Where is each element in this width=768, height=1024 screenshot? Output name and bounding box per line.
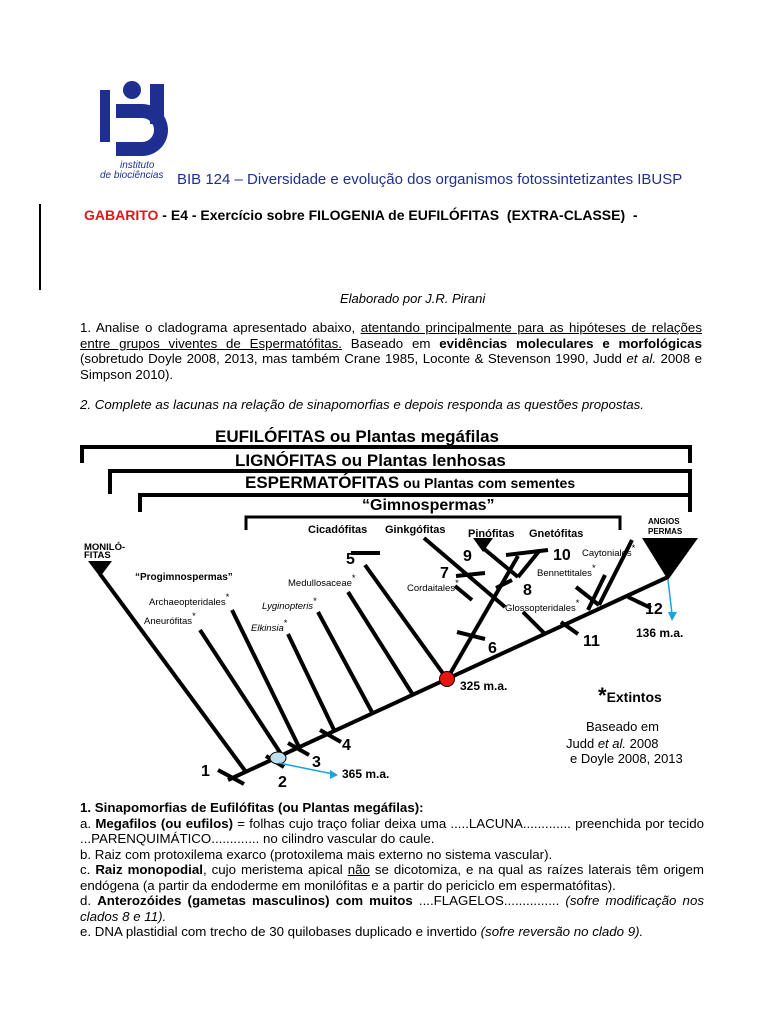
extintos-label: [598, 683, 662, 708]
branch-medullosaceae: [348, 592, 413, 695]
intro-paragraph-2: 2. Complete as lacunas na relação de sinapomorfias e depois responda as questões propostas.: [80, 397, 644, 412]
pinofitas-triangle: [473, 538, 493, 552]
questions: [80, 800, 704, 940]
clade-number-8: 8: [523, 582, 532, 599]
clade-number-2: 2: [278, 774, 287, 791]
branch-aneurofitas: [200, 630, 283, 757]
question-d-bold: Anterozóides (gametas masculinos) com muitos: [97, 893, 413, 908]
intro-paragraph-1: [80, 320, 702, 382]
gimnospermas-label: “Gimnospermas”: [362, 497, 495, 514]
title-rest: - E4 - Exercício sobre FILOGENIA de EUFILÓFITAS (EXTRA-CLASSE) -: [158, 207, 638, 223]
intro-text-d: 2008 e Simpson 2010).: [80, 351, 702, 382]
star-mark: *: [313, 596, 317, 607]
lignofitas-label: LIGNÓFITAS ou Plantas lenhosas: [235, 451, 506, 470]
star-mark: *: [225, 592, 230, 603]
star-mark: *: [192, 611, 196, 622]
angios-label-1: ANGIOS: [648, 517, 680, 526]
logo-mark-icon: [98, 78, 178, 156]
clade-number-4: 4: [342, 737, 351, 754]
gnetofitas-label: Gnetófitas: [529, 528, 584, 540]
question-c-prefix: c.: [80, 862, 96, 877]
ginkgofitas-label: Ginkgófitas: [385, 524, 446, 536]
archaeopteridales-text: Archaeopteridales: [149, 597, 226, 608]
archaeopteridales-label: [149, 592, 230, 608]
logo: [98, 78, 178, 181]
espermatofitas-label: [245, 473, 575, 492]
extintos-star: *: [598, 683, 607, 708]
branch-elkinsia: [288, 634, 335, 732]
age-365-label: 365 m.a.: [342, 767, 390, 781]
question-a-prefix: a.: [80, 815, 96, 831]
star-mark: *: [283, 618, 288, 629]
arrow-136: [668, 580, 677, 621]
question-d-italic: (sofre modificação nos clados 8 e 11).: [80, 893, 704, 924]
question-d-text: ....FLAGELOS...............: [412, 893, 560, 908]
elkinsia-label: [251, 618, 288, 634]
question-e-text: e. DNA plastidial com trecho de 30 quilobases duplicado e invertido: [80, 924, 477, 939]
question-c-text-1: , cujo meristema apical: [202, 862, 348, 877]
age-325-label: 325 m.a.: [460, 679, 508, 693]
glossopteridales-label: [505, 598, 580, 614]
espermatofitas-sub: ou Plantas com sementes: [399, 475, 576, 491]
author: Elaborado por J.R. Pirani: [340, 291, 486, 306]
clade-number-12: 12: [645, 601, 663, 618]
question-c-underlined: não: [347, 862, 370, 877]
question-c-text-2: se dicotomiza, e na qual as raízes laterais têm origem endógena (a partir da endoderme em monilófitas e a partir do periciclo em espermatófitas).: [80, 862, 704, 893]
logo-line-2: de biociências: [100, 170, 164, 181]
question-e: [80, 924, 704, 940]
eufilofitas-label: EUFILÓFITAS ou Plantas megáfilas: [215, 427, 500, 446]
intro-text-a: 1. Analise o cladograma apresentado abaixo,: [80, 320, 361, 335]
question-d: [80, 893, 704, 924]
clade-number-3: 3: [312, 754, 321, 771]
medullosaceae-text: Medullosaceae: [288, 578, 352, 589]
intro-etal: et al.: [626, 351, 657, 366]
clade-number-11: 11: [583, 633, 600, 650]
branch-glossopteridales: [523, 612, 545, 634]
clade-number-7: 7: [440, 565, 449, 582]
course-title: BIB 124 – Diversidade e evolução dos organismos fotossintetizantes IBUSP: [177, 171, 683, 188]
cicadofitas-label: Cicadófitas: [308, 524, 368, 536]
intro-underlined: atentando principalmente para as hipóteses de relações entre grupos viventes de Espermatófitas.: [80, 320, 702, 351]
star-mark: *: [575, 598, 580, 609]
intro-text-b: Baseado em: [341, 335, 440, 351]
pinofitas-label: Pinófitas: [468, 528, 515, 540]
logo-line-1: instituto: [120, 160, 155, 171]
bennettitales-label: [537, 563, 596, 579]
margin-line: [39, 204, 41, 290]
elkinsia-text: Elkinsia: [251, 623, 284, 634]
node-325: [440, 672, 455, 687]
extintos-text: Extintos: [606, 689, 662, 705]
monilofitas-label-1: MONILÓ-: [84, 542, 126, 553]
questions-heading: 1. Sinapomorfias de Eufilófitas (ou Plantas megáfilas):: [80, 800, 424, 815]
clade-number-1: 1: [201, 763, 210, 780]
lyginopteris-text: Lyginopteris: [262, 601, 314, 612]
angiospermas-triangle: [642, 538, 698, 580]
aneurofitas-label: [144, 611, 196, 627]
question-a: [80, 816, 704, 847]
age-136-label: 136 m.a.: [636, 626, 684, 640]
aneurofitas-text: Aneurófitas: [144, 616, 193, 627]
angios-label-2: PERMAS: [648, 527, 683, 536]
page-title: [84, 207, 638, 223]
question-c: [80, 862, 704, 893]
question-d-prefix: d.: [80, 893, 98, 908]
lyginopteris-label: [262, 596, 317, 612]
glossopteridales-text: Glossopteridales: [505, 603, 576, 614]
clade-number-5: 5: [346, 551, 355, 568]
question-c-bold: Raiz monopodial: [95, 862, 203, 877]
question-a-text: = folhas cujo traço foliar deixa uma .....LACUNA............. preenchida por tecido ...PARENQUIMÁTICO............. no cilindro vascular do caule.: [80, 815, 705, 846]
baseado-judd: Judd: [566, 736, 598, 751]
branch-lyginopteris: [318, 612, 373, 714]
bennettitales-text: Bennettitales: [537, 568, 592, 579]
question-e-italic: (sofre reversão no clado 9).: [476, 924, 644, 939]
clade-number-10: 10: [553, 547, 571, 564]
caytoniales-text: Caytoniales: [582, 548, 632, 559]
star-mark: *: [591, 563, 596, 574]
baseado-etal: et al.: [597, 736, 626, 751]
medullosaceae-label: [288, 573, 356, 589]
baseado-line-1: Baseado em: [586, 719, 659, 734]
star-mark: *: [455, 578, 459, 589]
progimnospermas-label: “Progimnospermas”: [135, 572, 233, 583]
baseado-line-3: e Doyle 2008, 2013: [570, 751, 683, 766]
monilofitas-label-2: FITAS: [84, 550, 111, 561]
title-gabarito: GABARITO: [84, 207, 159, 223]
espermatofitas-main: ESPERMATÓFITAS: [245, 473, 400, 492]
cladogram: [0, 420, 768, 800]
star-mark: *: [351, 573, 356, 584]
star-mark: *: [631, 543, 636, 554]
intro-bold: evidências moleculares e morfológicas: [439, 335, 702, 351]
question-a-bold: Megafilos (ou eufilos): [95, 815, 234, 831]
question-b: b. Raiz com protoxilema exarco (protoxilema mais externo no sistema vascular).: [80, 846, 553, 862]
clade-number-6: 6: [488, 640, 497, 657]
baseado-2008: 2008: [626, 736, 659, 751]
cordaitales-label: [407, 578, 459, 594]
cordaitales-text: Cordaitales: [407, 583, 456, 594]
node-365: [270, 752, 286, 764]
arrow-365: [279, 763, 338, 779]
baseado-line-2: [566, 736, 659, 751]
intro-text-c: (sobretudo Doyle 2008, 2013, mas também Crane 1985, Loconte & Stevenson 1990, Judd: [80, 351, 627, 366]
clade-number-9: 9: [463, 548, 472, 565]
monilofitas-triangle: [88, 561, 112, 577]
